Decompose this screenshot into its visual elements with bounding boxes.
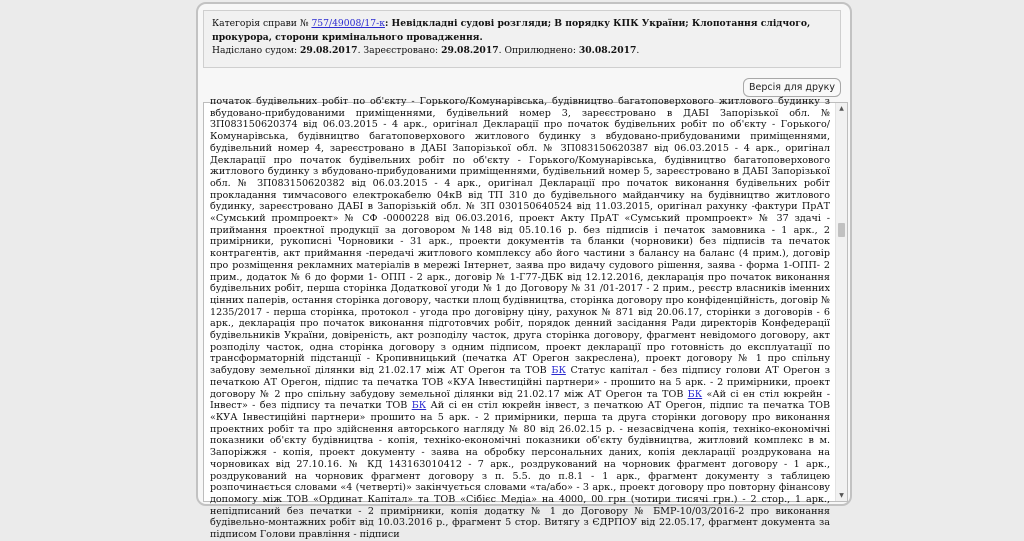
sent-label: Надіслано судом: [212,45,298,56]
document-paragraph-3: «Ай сі ен стіл юкрейн - Інвест» - без підпису та печатки ТОВ [210,388,830,412]
end-dot: . [636,45,640,56]
case-info-panel [203,10,841,68]
document-paragraph-1: початок будівельних робіт по об'єкту - Горького/Комунарівська, будівництво багатоповерхового житлового будинку з вбудовано-прибудованими приміщеннями, будівельний номер 3, зареєстровано в ДАБІ Запорізької обл. № ЗП083150620374 від 06.03.2015 - 4 арк., оригінал Декларації про початок будівельних робіт по об'єкту - Горького/Комунарівська, будівництво багатоповерхового житлового будинку з вбудовано-прибудованими приміщеннями, будівельний номер 4, зареєстровано в ДАБІ Запорізької обл. № ЗП083150620387 від 06.03.2015 - 4 арк., оригінал Декларації про початок будівельних робіт по об'єкту - Горького/Комунарівська, будівництво багатоповерхового житлового будинку з вбудовано-прибудованими приміщеннями, будівельний номер 5, зареєстровано в ДАБІ Запорізької обл. № ЗП083150620382 від 06.03.2015 - 4 арк., оригінал Декларації про початок виконання будівельних робіт прокладання тимчасового електрокабелю 04кВ від ТП 310 до будівельного майданчику на будівництво житлового будинку, зареєстровано ДАБІ в Запорізькій обл. № ЗП 030150640524 від 11.03.2015, оригінал рахунку -фактури ПрАТ «Сумський промпроект» № СФ -0000228 від 06.03.2016, проект Акту ПрАТ «Сумський промпроект» № 37 здачі - приймання проектної продукції за договором №148 від 05.10.16 р. без підписів і печаток замовника - 1 арк., 2 примірники, рукописні Чорновики - 31 арк., проекти документів та бланки (чорновики) без підписів та печаток контрагентів, акт приймання -передачі житлового комплексу або його частини з балансу на баланс (4 прим.), договір про розміщення рекламних матеріалів в мережі Інтернет, заява про видачу судового рішення, заява - форма 1-ОПП- 2 прим., додаток № 6 до форми 1- ОПП - 2 арк., договір № 1-Г77-ДБК від 12.12.2016, декларація про початок виконання будівельних робіт, перша сторінка Додаткової угоди № 1 до Договору № 31 /01-2017 - 2 прим., реєстр власників іменних цінних паперів, остання сторінка договору, частки площ будівництва, сторінка договору про конфіденційність, договір № 1235/2017 - перша сторінка, протокол - угода про договірну ціну, рахунок № 871 від 20.06.17, сторінки з договорів - 6 арк., декларація про початок виконання підготовчих робіт, порядок денний засідання Ради директорів Конфедерації будівельників України, довіреність, акт розподілу часток, друга сторінка договору, фрагмент невідомого договору, акт розподілу часток, одна сторінка договору з одним підписом, проект декларації про готовність до експлуатації по трансформаторній підстанції - Кропивницький (печатка АТ Орегон закреслена), проект договору № 1 про спільну забудову земельної ділянки від 21.02.17 між АТ Орегон та ТОВ [210,96,830,377]
case-number-link[interactable]: 757/49008/17-к [311,18,385,29]
case-category-line [212,17,832,44]
case-card [196,2,852,541]
scroll-down-icon[interactable]: ▼ [839,492,844,499]
scroll-thumb[interactable] [838,223,845,237]
registered-date: 29.08.2017 [441,45,499,56]
bk-link-2[interactable]: БК [687,388,703,400]
case-dates-line [212,44,832,58]
vertical-scrollbar[interactable] [835,103,847,501]
document-paragraph-2: Статус капітал - без підпису голови АТ Орегон з печаткою АТ Орегон, підпис та печатка ТОВ «КУА Інвестиційні партнери» - прошито на 5 арк. - 2 примірники, проект договору № 2 про спільну забудову земельної ділянки від 21.02.17 між АТ Орегон та ТОВ [210,365,830,400]
document-paragraph-4: Ай сі ен стіл юкрейн інвест, з печаткою АТ Орегон, підпис та печатка ТОВ «КУА Інвестиційні партнери» прошито на 5 арк. - 2 примірники, перша та друга сторінки договору про виконання проектних робіт та про здійснення авторського нагляду № 80 від 26.02.15 р. - незасвідчена копія, техніко-економічні показники об'єкту будівництва - копія, техніко-економічні показники об'єкту будівництва, житловий комплекс в м. Запоріжжя - копія, проект документу - заява на обробку персональних даних, копія декларації роздрукована на чорновиках від 27.10.16. № КД 143163010412 - 7 арк., роздрукований на чорновик фрагмент договору - 1 арк., роздрукований на чорновик фрагмент договору з п. 5.5. до п.8.1 - 1 арк., фрагмент документу з таблицею розпочинається словами «4 (четверті)» закінчується словами «та/або» - 3 арк., проект договору про повторну фінансову допомогу між ТОВ «Ординат Капітал» та ТОВ «Сібієс Медіа» на 4000, 00 грн (чотири тисячі грн.) - 2 стор., 1 арк., непідписаний без печатки - 2 примірники, копія додатку № 1 до Договору № БМР-10/03/2016-2 про виконання будівельно-монтажних робіт від 10.03.2016 р., фрагмент 5 стор. Витягу з ЄДРПОУ від 22.05.17, фрагмент документа за підписом Голови правління - підписи [210,400,830,541]
print-version-button[interactable]: Версія для друку [743,78,841,97]
published-label: . Оприлюднено: [498,45,576,56]
category-label: Категорія справи № [212,18,309,29]
category-text: : Невідкладні судові розгляди; В порядку КПК України; Клопотання слідчого, прокурора, сторони кримінального провадження. [212,18,811,43]
sent-date: 29.08.2017 [300,45,358,56]
bk-link-3[interactable]: БК [411,400,427,412]
document-text [210,96,830,541]
bk-link-1[interactable]: БК [551,365,566,377]
published-date: 30.08.2017 [578,45,637,56]
registered-label: . Зареєстровано: [357,45,439,56]
document-viewer[interactable] [203,96,848,541]
scroll-up-icon[interactable]: ▲ [839,105,844,112]
